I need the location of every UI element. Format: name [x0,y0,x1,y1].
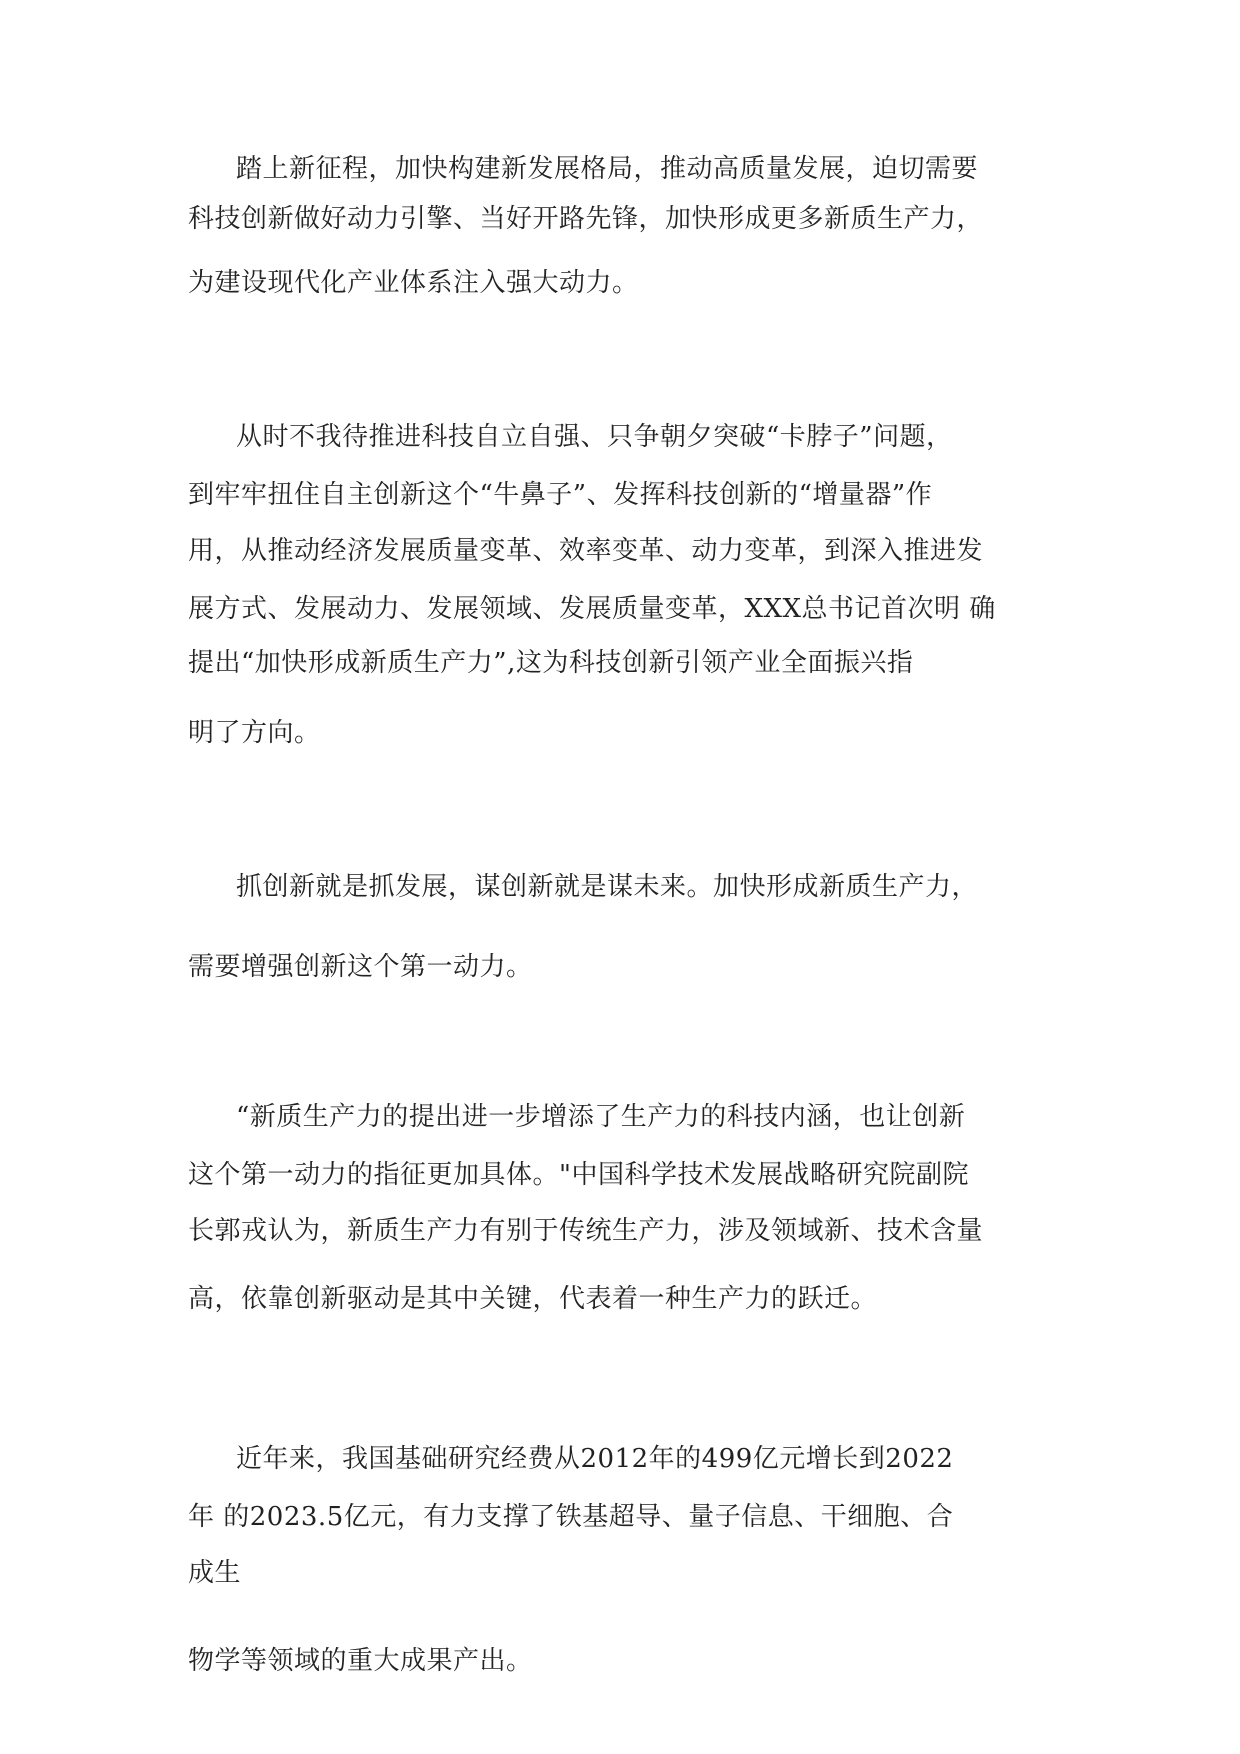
paragraph-3-line-2: 需要增强创新这个第一动力。 [188,952,533,982]
paragraph-5-line-1: 近年来，我国基础研究经费从2012年的499亿元增长到2022 [236,1444,954,1474]
paragraph-2-line-5: 提出“加快形成新质生产力”,这为科技创新引领产业全面振兴指 [188,648,914,678]
paragraph-4-line-4: 高，依靠创新驱动是其中关键，代表着一种生产力的跃迁。 [188,1284,878,1314]
paragraph-5-line-3: 成生 [188,1558,242,1588]
paragraph-4-line-2: 这个第一动力的指征更加具体。"中国科学技术发展战略研究院副院 [188,1160,969,1190]
paragraph-2-line-2: 到牢牢扭住自主创新这个“牛鼻子”、发挥科技创新的“增量器”作 [188,480,933,510]
paragraph-4-line-3: 长郭戎认为，新质生产力有别于传统生产力，涉及领域新、技术含量 [188,1216,984,1246]
paragraph-2-line-6: 明了方向。 [188,718,321,748]
paragraph-1-line-2: 科技创新做好动力引擎、当好开路先锋，加快形成更多新质生产力， [188,204,984,234]
paragraph-5-line-4: 物学等领域的重大成果产出。 [188,1646,533,1676]
paragraph-2-line-1: 从时不我待推进科技自立自强、只争朝夕突破“卡脖子”问题， [236,422,953,452]
paragraph-2-line-4: 展方式、发展动力、发展领域、发展质量变革，XXX总书记首次明 确 [188,594,996,624]
paragraph-1-line-1: 踏上新征程，加快构建新发展格局，推动高质量发展，迫切需要 [236,154,979,184]
paragraph-5-line-2: 年 的2023.5亿元，有力支撑了铁基超导、量子信息、干细胞、合 [188,1502,954,1532]
paragraph-3-line-1: 抓创新就是抓发展，谋创新就是谋未来。加快形成新质生产力， [236,872,979,902]
paragraph-1-line-3: 为建设现代化产业体系注入强大动力。 [188,268,639,298]
paragraph-4-line-1: “新质生产力的提出进一步增添了生产力的科技内涵，也让创新 [236,1102,966,1132]
paragraph-2-line-3: 用，从推动经济发展质量变革、效率变革、动力变革，到深入推进发 [188,536,984,566]
